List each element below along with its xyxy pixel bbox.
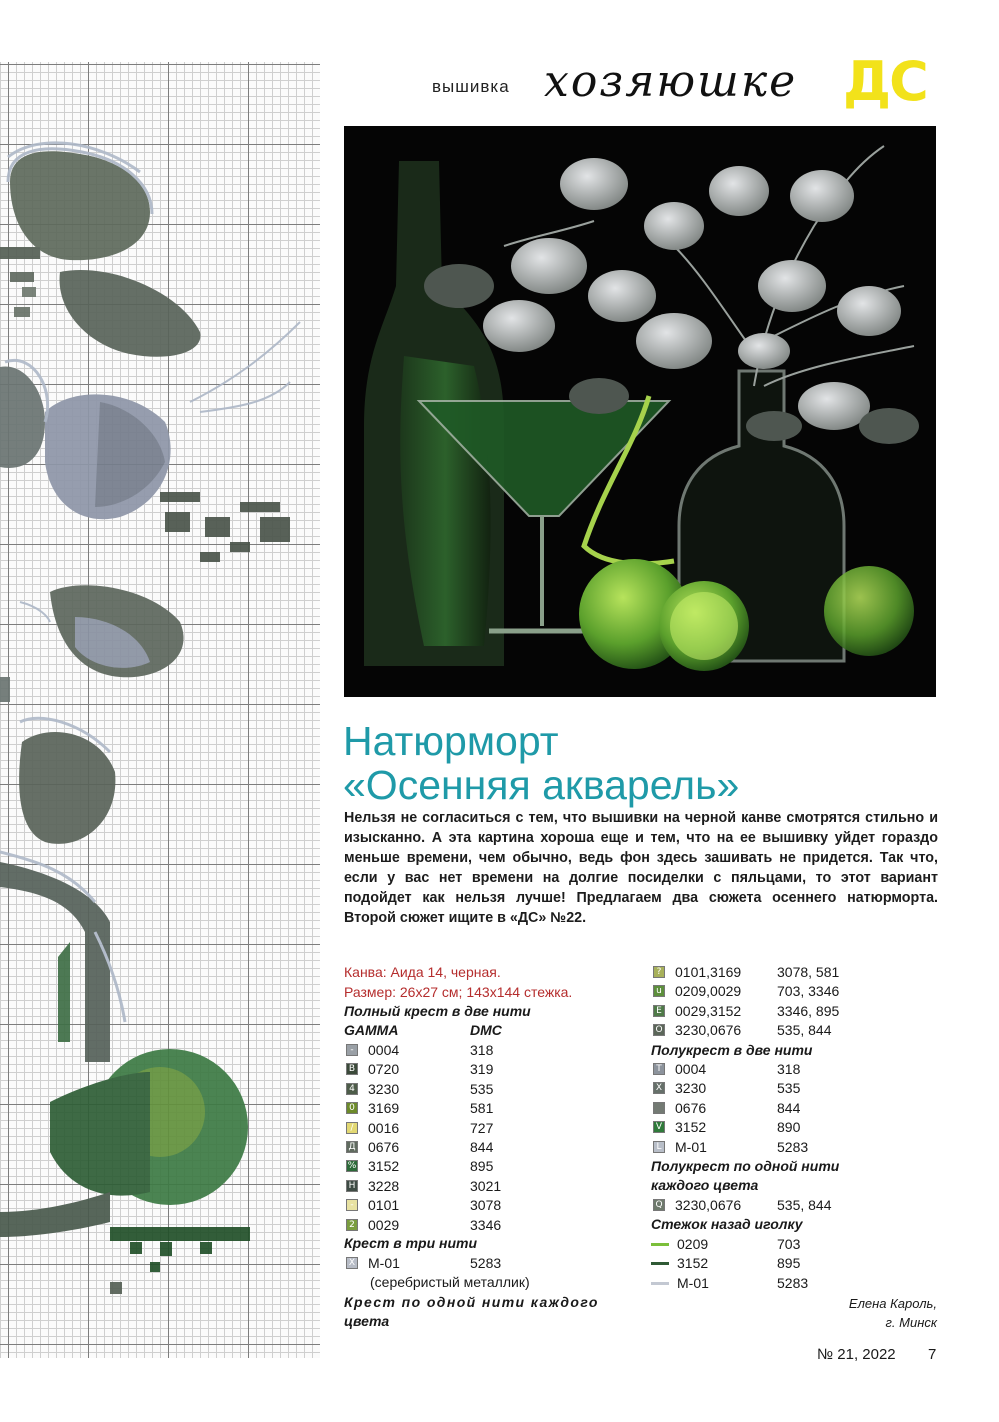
half-single-heading-line2: каждого цвета [651, 1177, 759, 1193]
key-row [651, 1060, 951, 1079]
dmc-code: 895 [777, 1255, 801, 1272]
dmc-code: 844 [777, 1099, 801, 1116]
gamma-code: 0016 [368, 1119, 400, 1136]
dmc-code: 3078 [470, 1197, 502, 1214]
gamma-code: M-01 [675, 1138, 707, 1155]
dmc-code: 890 [777, 1119, 801, 1136]
gamma-code: 3230 [675, 1080, 707, 1097]
color-symbol-swatch: O [653, 1024, 665, 1036]
gamma-code: 0004 [368, 1042, 400, 1058]
key-row [651, 1138, 951, 1157]
color-symbol-swatch: B [346, 1063, 358, 1075]
key-row [344, 1177, 644, 1196]
backstitch-line-swatch [651, 1262, 669, 1265]
gamma-code: 0209,0029 [675, 983, 742, 1000]
silver-leaf [738, 333, 790, 369]
still-life-illustration [344, 126, 936, 697]
silver-leaf [709, 166, 769, 216]
dmc-code: 318 [777, 1061, 801, 1077]
dmc-code: 3078, 581 [777, 964, 840, 980]
key-row [651, 1002, 951, 1021]
gamma-code: 3230,0676 [675, 1022, 742, 1039]
gamma-code: 3152 [675, 1119, 707, 1136]
key-row [651, 1118, 951, 1137]
key-row [344, 1119, 644, 1138]
gamma-code: 3169 [368, 1100, 400, 1117]
key-row [344, 1099, 644, 1118]
gamma-code: M-01 [368, 1255, 400, 1271]
color-symbol-swatch: T [653, 1063, 665, 1075]
color-symbol-swatch: - [346, 1199, 358, 1211]
silver-leaf [560, 158, 628, 210]
gamma-code: 0676 [675, 1099, 707, 1116]
gamma-code: 3152 [677, 1255, 709, 1272]
key-row [344, 1254, 644, 1273]
key-row [651, 1196, 951, 1215]
gamma-code: 0676 [368, 1139, 400, 1155]
color-symbol-swatch: Д [346, 1141, 358, 1153]
chart-leaf [10, 151, 150, 260]
dmc-code: 5283 [470, 1255, 502, 1271]
dmc-code: 3346, 895 [777, 1002, 840, 1019]
article-title-line-1: Натюрморт [343, 718, 559, 764]
column-title: хозяюшке [544, 56, 798, 107]
silver-leaf [588, 270, 656, 322]
chart-leaf [60, 270, 201, 357]
author-city: г. Минск [885, 1315, 937, 1330]
key-row [651, 1021, 951, 1040]
key-row [651, 1274, 951, 1293]
key-row [344, 1216, 644, 1235]
dmc-code: 703 [777, 1236, 801, 1252]
article-title-line-2: «Осенняя акварель» [343, 762, 740, 808]
dmc-code: 319 [470, 1061, 494, 1078]
color-symbol-swatch [653, 1102, 665, 1114]
key-row [344, 1138, 644, 1157]
article-intro: Нельзя не согласиться с тем, что вышивки на черной канве смотрятся стильно и изысканно. А эта картина хороша еще и тем, что на ее вышивку уйдет гораздо меньше времени, чем обычно, ведь фон здесь зашивать не придется. Так что, если у вас нет времени на долгие посиделки с пяльцами, то этот вариант подойдет как нельзя лучше! Предлагаем два сюжета осеннего натюрморта. Второй сюжет ищите в «ДС» №22. [344, 810, 938, 926]
backstitch-line-swatch [651, 1243, 669, 1246]
dmc-code: 535, 844 [777, 1197, 832, 1213]
gamma-code: 0029,3152 [675, 1002, 742, 1019]
dmc-code: 581 [470, 1100, 494, 1117]
lime [824, 566, 914, 656]
color-symbol-swatch: L [653, 1141, 665, 1153]
silver-leaf [798, 382, 870, 430]
key-row [651, 1099, 951, 1118]
color-symbol-swatch: / [346, 1122, 358, 1134]
backstitch-line-swatch [651, 1282, 669, 1285]
key-row [651, 1235, 951, 1254]
color-symbol-swatch: 2 [346, 1219, 358, 1231]
chart-leaf [0, 366, 45, 467]
key-row [344, 1041, 644, 1060]
color-symbol-swatch: H [346, 1180, 358, 1192]
single-strand-heading-line1: Крест по одной нити каждого [344, 1294, 599, 1310]
silver-leaf [644, 202, 704, 250]
dmc-code: 895 [470, 1158, 494, 1175]
color-symbol-swatch: - [346, 1044, 358, 1056]
half-single-heading-line1: Полукрест по одной нити [651, 1158, 840, 1174]
issue-number: № 21, 2022 [817, 1346, 896, 1363]
key-row [651, 982, 951, 1001]
triple-heading: Крест в три нити [344, 1235, 478, 1251]
gamma-code: M-01 [677, 1274, 709, 1291]
page-number: 7 [928, 1346, 937, 1363]
color-symbol-swatch: 0 [346, 1102, 358, 1114]
key-row [344, 1080, 644, 1099]
gamma-code: 0004 [675, 1061, 707, 1077]
key-row [344, 1196, 644, 1215]
gamma-code: 3230,0676 [675, 1197, 742, 1213]
silver-leaf [790, 170, 854, 222]
color-symbol-swatch: 4 [346, 1083, 358, 1095]
single-strand-heading-line2: цвета [344, 1313, 390, 1329]
full-cross-heading: Полный крест в две нити [344, 1003, 531, 1019]
key-row [651, 963, 951, 982]
silver-leaf [636, 313, 712, 369]
gamma-code: 0209 [677, 1236, 709, 1252]
color-symbol-swatch: ? [653, 966, 665, 978]
dmc-code: 3021 [470, 1177, 502, 1194]
dmc-code: 535 [777, 1080, 801, 1097]
section-label: вышивка [432, 77, 510, 96]
dmc-code: 318 [470, 1042, 494, 1058]
chart-leaf [19, 732, 115, 844]
silver-leaf [483, 300, 555, 352]
author-name: Елена Кароль, [848, 1296, 937, 1311]
silver-leaf [837, 286, 901, 336]
color-symbol-swatch: % [347, 1161, 357, 1172]
gamma-code: 3228 [368, 1177, 400, 1194]
dmc-code: 535 [470, 1080, 494, 1097]
dmc-code: 535, 844 [777, 1022, 832, 1039]
color-symbol-swatch: V [653, 1121, 665, 1133]
dmc-code: 3346 [470, 1216, 502, 1233]
color-symbol-swatch: Q [653, 1199, 665, 1211]
color-symbol-swatch: u [653, 985, 665, 997]
key-row [344, 1060, 644, 1079]
canvas-info: Канва: Аида 14, черная. [344, 964, 501, 980]
triple-note: (серебристый металлик) [370, 1274, 530, 1290]
color-symbol-swatch: E [653, 1005, 665, 1017]
dmc-column-header: DMC [470, 1022, 502, 1038]
gamma-code: 0029 [368, 1216, 400, 1233]
half-cross-heading: Полукрест в две нити [651, 1042, 813, 1058]
gamma-code: 0101 [368, 1197, 400, 1214]
dmc-code: 703, 3346 [777, 983, 840, 1000]
chart-motifs [0, 62, 320, 1358]
dmc-code: 5283 [777, 1138, 809, 1155]
key-row [651, 1079, 951, 1098]
gamma-code: 3152 [368, 1158, 400, 1175]
magazine-logo: ДС [843, 50, 927, 113]
key-row [651, 1254, 951, 1273]
gamma-code: 3230 [368, 1080, 400, 1097]
color-symbol-swatch: X [346, 1257, 358, 1269]
silver-leaf [758, 260, 826, 312]
cross-stitch-chart [0, 62, 320, 1358]
gamma-code: 0720 [368, 1061, 400, 1078]
dmc-code: 5283 [777, 1274, 809, 1291]
embroidery-photo [344, 126, 936, 697]
gamma-code: 0101,3169 [675, 964, 742, 980]
key-row [344, 1157, 644, 1176]
gamma-column-header: GAMMA [344, 1022, 399, 1038]
backstitch-heading: Стежок назад иголку [651, 1216, 803, 1232]
color-symbol-swatch: X [653, 1082, 665, 1094]
size-info: Размер: 26x27 см; 143x144 стежка. [344, 984, 573, 1000]
silver-leaf [511, 238, 587, 294]
dmc-code: 727 [470, 1119, 494, 1136]
dmc-code: 844 [470, 1139, 494, 1155]
